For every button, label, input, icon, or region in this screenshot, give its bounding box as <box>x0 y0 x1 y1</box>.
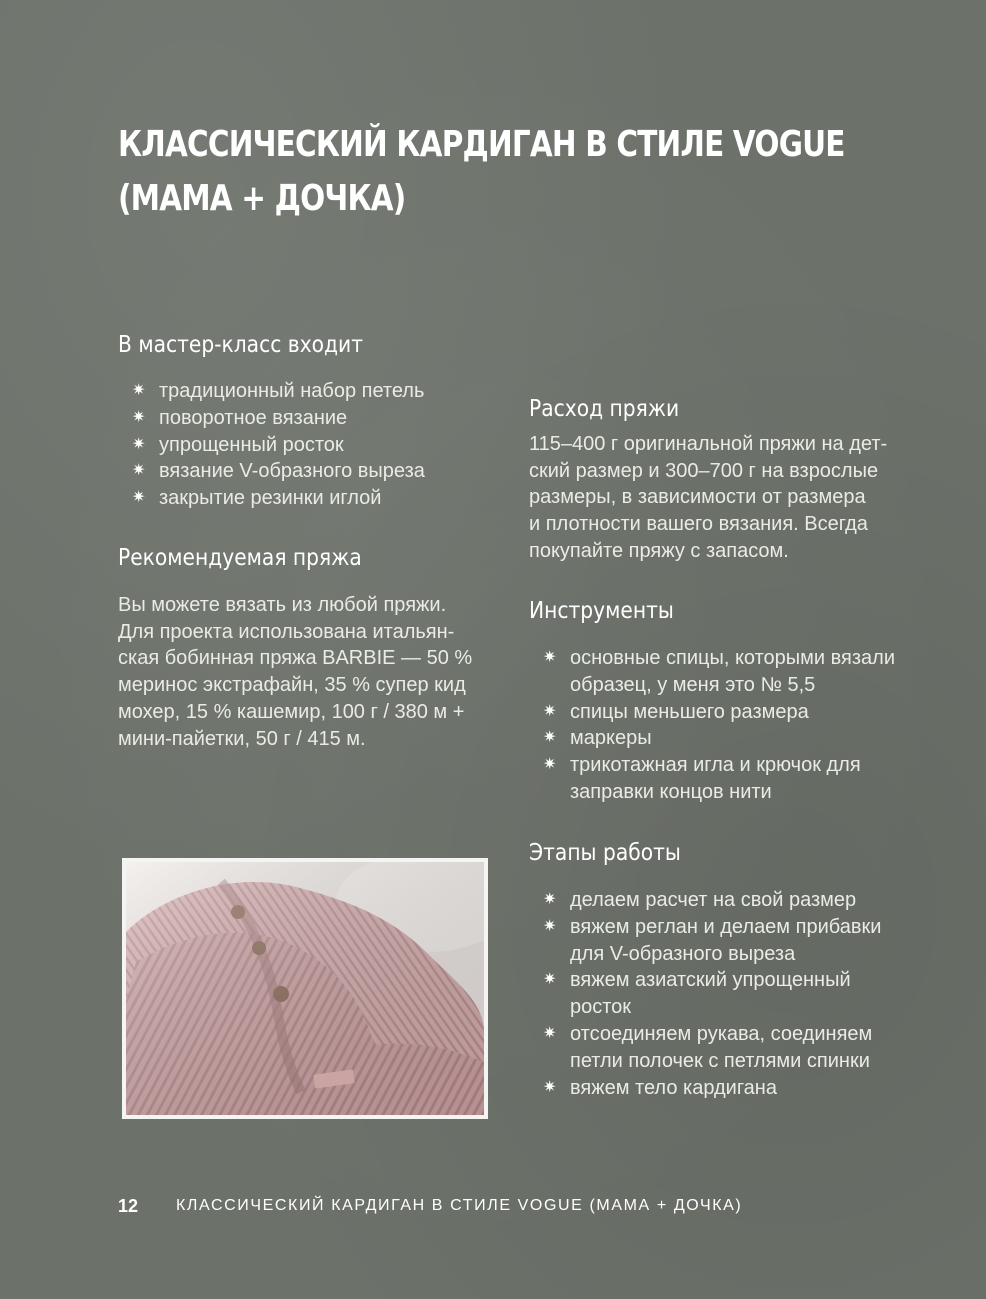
yarn-description <box>118 592 488 752</box>
star-bullet-icon: ✷ <box>543 917 557 935</box>
list-item-text: спицы меньшего размера <box>570 700 809 723</box>
list-item-text: образец, у меня это № 5,5 <box>570 673 816 696</box>
stages-list <box>529 887 949 1101</box>
list-item <box>529 967 949 1021</box>
list-item-text: для V-образного выреза <box>570 942 796 965</box>
list-item-text: отсоединяем рукава, соединяем <box>570 1022 873 1045</box>
text-line: меринос экстрафайн, 35 % супер кид <box>118 674 466 697</box>
text-line: мохер, 15 % кашемир, 100 г / 380 м + <box>118 700 465 723</box>
page-title-line-1: КЛАССИЧЕСКИЙ КАРДИГАН В СТИЛЕ VOGUE <box>118 124 845 165</box>
page-title <box>118 118 845 226</box>
consumption-description <box>529 431 929 565</box>
list-item <box>118 378 478 405</box>
list-item <box>529 1021 949 1075</box>
tools-heading: Инструменты <box>529 598 674 624</box>
list-item <box>118 485 478 512</box>
tools-list <box>529 645 949 806</box>
text-line: 115–400 г оригинальной пряжи на дет- <box>529 433 888 455</box>
list-item <box>529 645 949 699</box>
list-item-text: росток <box>570 996 632 1019</box>
list-item <box>529 752 949 806</box>
list-item <box>529 1075 949 1102</box>
text-line: ская бобинная пряжа BARBIE — 50 % <box>118 647 473 670</box>
star-bullet-icon: ✷ <box>543 702 557 720</box>
list-item-text: вязание V-образного выреза <box>159 460 425 483</box>
star-bullet-icon: ✷ <box>132 435 146 453</box>
list-item-text: упрощенный росток <box>159 433 344 456</box>
star-bullet-icon: ✷ <box>543 729 557 747</box>
text-line: размеры, в зависимости от размера <box>529 486 866 509</box>
list-item-text: петли полочек с петлями спинки <box>570 1049 870 1072</box>
text-line: мини-пайетки, 50 г / 415 м. <box>118 727 366 750</box>
list-item <box>118 458 478 485</box>
list-item-text: вяжем азиатский упрощенный <box>570 969 851 992</box>
page-title-line-2: (МАМА + ДОЧКА) <box>118 178 406 219</box>
masterclass-heading: В мастер-класс входит <box>118 332 363 358</box>
page-number: 12 <box>118 1196 139 1216</box>
list-item-text: основные спицы, которыми вязали <box>570 647 896 669</box>
star-bullet-icon: ✷ <box>543 971 557 989</box>
list-item <box>529 914 949 968</box>
list-item-text: заправки концов нити <box>570 780 772 803</box>
star-bullet-icon: ✷ <box>132 408 146 426</box>
list-item-text: поворотное вязание <box>159 406 348 429</box>
star-bullet-icon: ✷ <box>543 1078 557 1096</box>
list-item-text: вяжем реглан и делаем прибавки <box>570 915 882 938</box>
yarn-heading: Рекомендуемая пряжа <box>118 545 362 571</box>
list-item-text: традиционный набор петель <box>159 380 425 402</box>
list-item <box>529 887 949 914</box>
list-item <box>529 725 949 752</box>
list-item <box>118 432 478 459</box>
cardigan-illustration <box>126 862 484 1115</box>
star-bullet-icon: ✷ <box>543 756 557 774</box>
star-bullet-icon: ✷ <box>543 649 557 666</box>
list-item-text: закрытие резинки иглой <box>159 487 382 510</box>
cardigan-photo <box>122 858 488 1119</box>
list-item-text: вяжем тело кардигана <box>570 1076 777 1099</box>
list-item-text: маркеры <box>570 727 652 750</box>
running-title: КЛАССИЧЕСКИЙ КАРДИГАН В СТИЛЕ VOGUE (МАМА + ДОЧКА) <box>176 1197 743 1214</box>
text-line: Вы можете вязать из любой пряжи. <box>118 594 447 616</box>
text-line: и плотности вашего вязания. Всегда <box>529 513 868 536</box>
list-item-text: делаем расчет на свой размер <box>570 889 857 911</box>
masterclass-list <box>118 378 478 512</box>
consumption-heading: Расход пряжи <box>529 396 680 422</box>
star-bullet-icon: ✷ <box>132 462 146 480</box>
stages-heading: Этапы работы <box>529 840 681 866</box>
text-line: Для проекта использована итальян- <box>118 620 455 643</box>
text-line: ский размер и 300–700 г на взрослые <box>529 459 879 482</box>
star-bullet-icon: ✷ <box>543 891 557 908</box>
list-item <box>529 699 949 726</box>
text-line: покупайте пряжу с запасом. <box>529 539 789 562</box>
star-bullet-icon: ✷ <box>132 489 146 507</box>
list-item-text: трикотажная игла и крючок для <box>570 754 861 777</box>
star-bullet-icon: ✷ <box>132 382 146 399</box>
star-bullet-icon: ✷ <box>543 1024 557 1042</box>
list-item <box>118 405 478 432</box>
